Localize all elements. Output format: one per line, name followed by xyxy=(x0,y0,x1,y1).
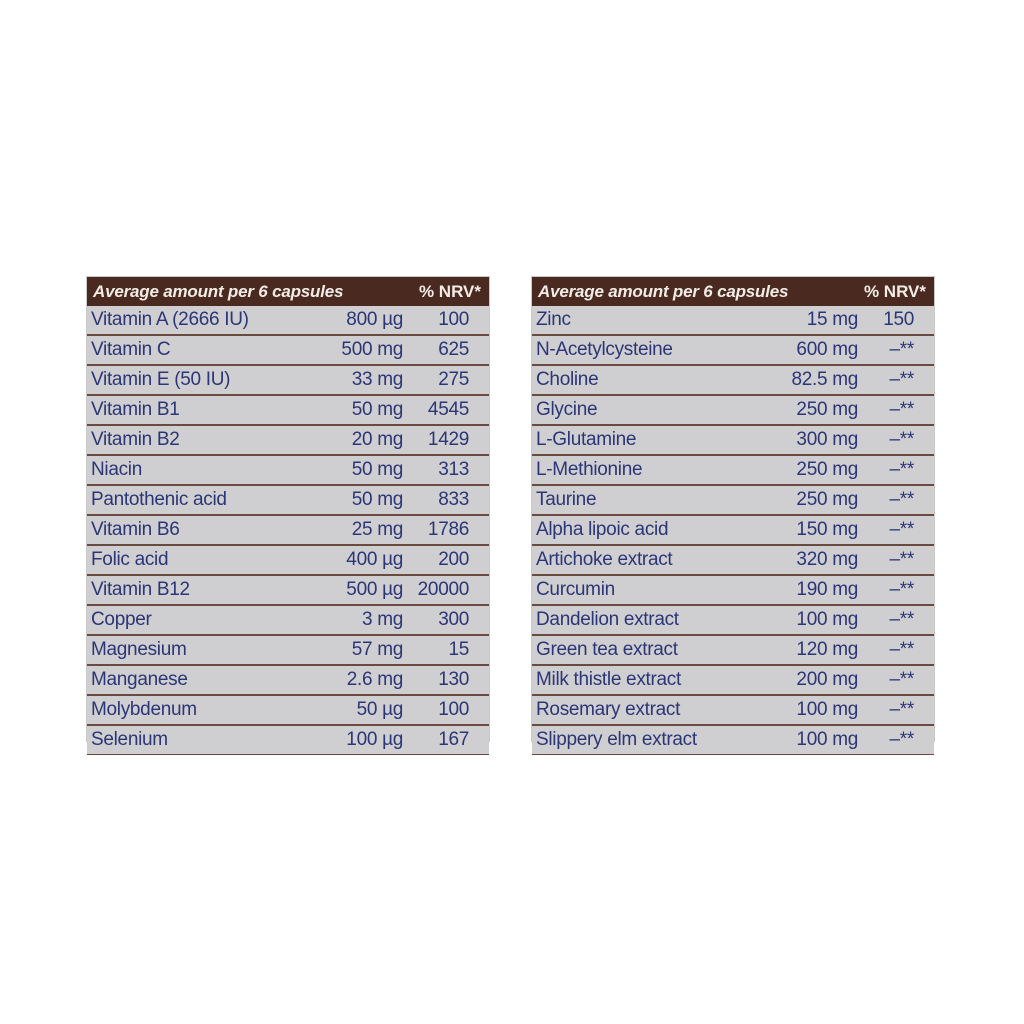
table-row xyxy=(87,396,489,426)
nutrient-amount: 20 mg xyxy=(351,429,403,450)
table-row xyxy=(532,456,934,486)
nutrient-amount: 800 µg xyxy=(346,309,403,330)
nutrient-name: Vitamin C xyxy=(91,339,171,360)
header-title: Average amount per 6 capsules xyxy=(93,282,344,301)
nutrient-amount: 250 mg xyxy=(796,489,858,510)
table-body xyxy=(532,306,934,755)
nutrient-name: Alpha lipoic acid xyxy=(536,519,669,540)
nutrient-name: Artichoke extract xyxy=(536,549,673,570)
nutrient-name: Magnesium xyxy=(91,639,187,660)
nutrient-amount: 250 mg xyxy=(796,459,858,480)
nutrient-name: Rosemary extract xyxy=(536,699,681,720)
nutrient-amount: 82.5 mg xyxy=(791,369,858,390)
nutrient-name: Selenium xyxy=(91,729,168,750)
nutrient-name: Manganese xyxy=(91,669,188,690)
nutrient-name: Copper xyxy=(91,609,152,630)
nutrient-name: Niacin xyxy=(91,459,142,480)
nutrient-nrv: –** xyxy=(889,729,914,750)
nutrient-nrv: 130 xyxy=(438,669,469,690)
table-row xyxy=(87,366,489,396)
table-row xyxy=(532,606,934,636)
nutrient-nrv: –** xyxy=(889,429,914,450)
header-nrv: % NRV* xyxy=(418,282,481,301)
nutrient-nrv: 300 xyxy=(438,609,469,630)
table-row xyxy=(532,426,934,456)
table-row xyxy=(532,336,934,366)
table-row xyxy=(532,396,934,426)
nutrient-amount: 100 mg xyxy=(796,699,858,720)
nutrient-amount: 320 mg xyxy=(796,549,858,570)
table-row xyxy=(87,726,489,755)
nutrient-name: Glycine xyxy=(536,399,598,420)
nutrient-name: Vitamin A (2666 IU) xyxy=(91,309,249,330)
nutrient-nrv: –** xyxy=(889,339,914,360)
nutrient-nrv: –** xyxy=(889,609,914,630)
nutrient-amount: 100 mg xyxy=(796,609,858,630)
nutrient-amount: 25 mg xyxy=(351,519,403,540)
header-nrv: % NRV* xyxy=(863,282,926,301)
nutrient-nrv: 167 xyxy=(438,729,469,750)
nutrient-nrv: 100 xyxy=(438,699,469,720)
nutrient-amount: 2.6 mg xyxy=(346,669,403,690)
nutrient-amount: 250 mg xyxy=(796,399,858,420)
nutrient-nrv: 1786 xyxy=(427,519,469,540)
table-row xyxy=(532,516,934,546)
nutrient-amount: 190 mg xyxy=(796,579,858,600)
nutrient-nrv: 625 xyxy=(438,339,469,360)
nutrient-amount: 500 mg xyxy=(341,339,403,360)
nutrient-nrv: 4545 xyxy=(427,399,469,420)
table-row xyxy=(532,696,934,726)
nutrient-amount: 400 µg xyxy=(346,549,403,570)
nutrient-amount: 100 µg xyxy=(346,729,403,750)
nutrient-name: Vitamin B1 xyxy=(91,399,180,420)
nutrient-amount: 50 µg xyxy=(356,699,403,720)
table-row xyxy=(532,306,934,336)
nutrient-nrv: –** xyxy=(889,399,914,420)
table-row xyxy=(87,516,489,546)
table-header xyxy=(87,277,489,306)
nutrient-name: Slippery elm extract xyxy=(536,729,697,750)
nutrient-nrv: –** xyxy=(889,489,914,510)
table-row xyxy=(532,666,934,696)
nutrient-amount: 150 mg xyxy=(796,519,858,540)
table-row xyxy=(87,576,489,606)
nutrient-amount: 50 mg xyxy=(351,489,403,510)
nutrient-nrv: –** xyxy=(889,459,914,480)
table-row xyxy=(87,336,489,366)
nutrient-amount: 500 µg xyxy=(346,579,403,600)
nutrient-nrv: 1429 xyxy=(427,429,469,450)
nutrient-nrv: 20000 xyxy=(417,579,469,600)
nutrient-name: L-Glutamine xyxy=(536,429,637,450)
table-row xyxy=(532,576,934,606)
nutrient-amount: 100 mg xyxy=(796,729,858,750)
nutrient-nrv: –** xyxy=(889,579,914,600)
nutrient-nrv: 15 xyxy=(448,639,469,660)
nutrition-table-right xyxy=(532,277,934,750)
nutrient-name: L-Methionine xyxy=(536,459,643,480)
table-row xyxy=(532,726,934,755)
nutrient-name: Vitamin B12 xyxy=(91,579,190,600)
nutrient-name: Green tea extract xyxy=(536,639,678,660)
nutrient-amount: 15 mg xyxy=(806,309,858,330)
table-row xyxy=(532,636,934,666)
header-title: Average amount per 6 capsules xyxy=(538,282,789,301)
nutrient-name: Dandelion extract xyxy=(536,609,679,630)
nutrient-nrv: –** xyxy=(889,639,914,660)
nutrient-name: Milk thistle extract xyxy=(536,669,681,690)
nutrition-table-left xyxy=(87,277,489,750)
table-row xyxy=(87,606,489,636)
nutrient-nrv: 150 xyxy=(883,309,914,330)
nutrient-name: Taurine xyxy=(536,489,597,510)
nutrient-nrv: 100 xyxy=(438,309,469,330)
table-row xyxy=(87,666,489,696)
nutrient-amount: 600 mg xyxy=(796,339,858,360)
nutrient-nrv: 275 xyxy=(438,369,469,390)
table-row xyxy=(532,546,934,576)
table-row xyxy=(87,636,489,666)
nutrient-nrv: –** xyxy=(889,369,914,390)
nutrient-amount: 50 mg xyxy=(351,399,403,420)
table-row xyxy=(87,456,489,486)
nutrient-amount: 300 mg xyxy=(796,429,858,450)
nutrient-name: Curcumin xyxy=(536,579,615,600)
nutrient-nrv: –** xyxy=(889,549,914,570)
nutrient-name: Vitamin E (50 IU) xyxy=(91,369,231,390)
table-row xyxy=(532,366,934,396)
nutrient-nrv: –** xyxy=(889,669,914,690)
table-row xyxy=(87,546,489,576)
table-header xyxy=(532,277,934,306)
table-row xyxy=(87,426,489,456)
nutrient-amount: 33 mg xyxy=(351,369,403,390)
nutrient-amount: 200 mg xyxy=(796,669,858,690)
nutrient-name: Folic acid xyxy=(91,549,169,570)
nutrient-name: Pantothenic acid xyxy=(91,489,227,510)
nutrient-name: Vitamin B6 xyxy=(91,519,180,540)
table-row xyxy=(87,486,489,516)
nutrient-name: Molybdenum xyxy=(91,699,197,720)
nutrient-amount: 50 mg xyxy=(351,459,403,480)
nutrient-name: Zinc xyxy=(536,309,571,330)
table-row xyxy=(532,486,934,516)
nutrient-amount: 120 mg xyxy=(796,639,858,660)
nutrient-nrv: –** xyxy=(889,519,914,540)
nutrient-amount: 3 mg xyxy=(361,609,403,630)
table-row xyxy=(87,306,489,336)
nutrient-name: Choline xyxy=(536,369,599,390)
table-row xyxy=(87,696,489,726)
nutrient-name: N-Acetylcysteine xyxy=(536,339,673,360)
nutrient-nrv: 200 xyxy=(438,549,469,570)
table-body xyxy=(87,306,489,755)
nutrient-name: Vitamin B2 xyxy=(91,429,180,450)
nutrient-amount: 57 mg xyxy=(351,639,403,660)
nutrient-nrv: 833 xyxy=(438,489,469,510)
nutrient-nrv: –** xyxy=(889,699,914,720)
nutrient-nrv: 313 xyxy=(438,459,469,480)
